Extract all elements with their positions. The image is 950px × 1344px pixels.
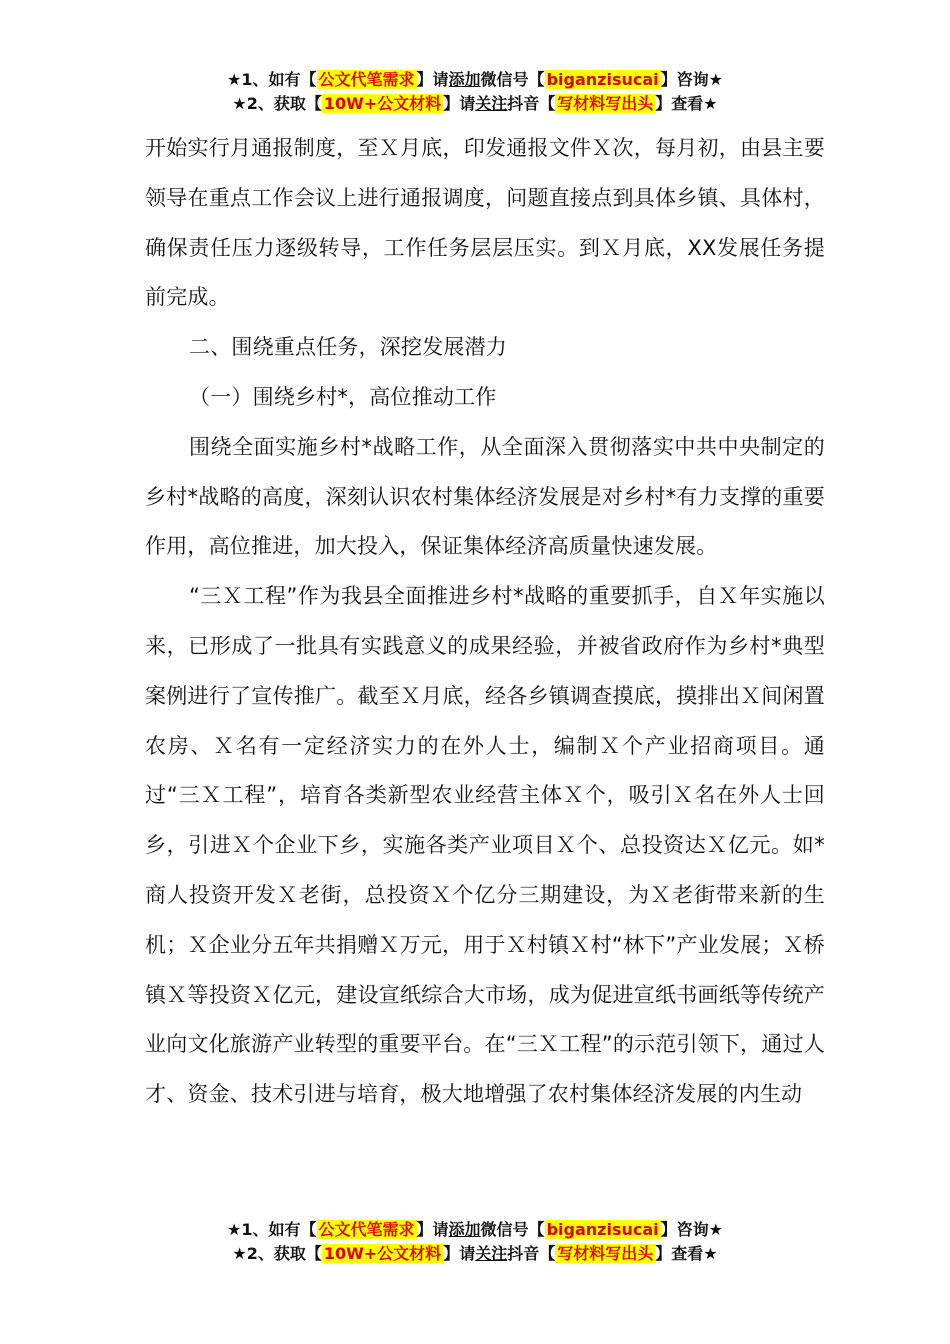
banner-underline: 关注 — [475, 94, 508, 113]
banner-highlight: biganzisucai — [546, 1220, 659, 1239]
subsection-heading: （一）围绕乡村*，高位推动工作 — [189, 384, 497, 409]
banner-text: 】查看★ — [655, 1244, 718, 1263]
banner-underline: 添加 — [448, 70, 481, 89]
banner-line-1 — [0, 1218, 950, 1242]
banner-highlight: 公文代笔需求 — [318, 70, 415, 89]
banner-highlight: 写材料写出头 — [557, 94, 654, 113]
banner-line-2 — [0, 92, 950, 116]
banner-text: ★1、如有【 — [227, 70, 317, 89]
banner-text: 】咨询★ — [660, 1220, 723, 1239]
banner-text: 】请 — [416, 1220, 449, 1239]
banner-text: 】请 — [443, 94, 476, 113]
banner-text: 微信号【 — [480, 1220, 545, 1239]
document-body — [145, 124, 825, 1120]
banner-text: 】请 — [416, 70, 449, 89]
banner-line-2 — [0, 1242, 950, 1266]
paragraph-2: 围绕全面实施乡村*战略工作，从全面深入贯彻落实中共中央制定的乡村*战略的高度，深刻认识农村集体经济发展是对乡村*有力支撑的重要作用，高位推进，加大投入，保证集体经济高质量快速发展。 — [145, 434, 825, 559]
banner-underline: 添加 — [448, 1220, 481, 1239]
banner-text: 抖音【 — [507, 94, 556, 113]
banner-text: 】查看★ — [655, 94, 718, 113]
banner-text: ★2、获取【 — [232, 1244, 322, 1263]
banner-text: 】咨询★ — [660, 70, 723, 89]
banner-highlight: 写材料写出头 — [557, 1244, 654, 1263]
banner-underline: 关注 — [475, 1244, 508, 1263]
header-banner — [0, 68, 950, 116]
banner-highlight: 公文代笔需求 — [318, 1220, 415, 1239]
banner-highlight: 10W+公文材料 — [323, 1244, 442, 1263]
paragraph-3: “三Ｘ工程”作为我县全面推进乡村*战略的重要抓手，自Ｘ年实施以来，已形成了一批具有实践意义的成果经验，并被省政府作为乡村*典型案例进行了宣传推广。截至Ｘ月底，经各乡镇调查摸底，摸排出Ｘ间闲置农房、Ｘ名有一定经济实力的在外人士，编制Ｘ个产业招商项目。通过“三Ｘ工程”，培育各类新型农业经营主体Ｘ个，吸引Ｘ名在外人士回乡，引进Ｘ个企业下乡，实施各类产业项目Ｘ个、总投资达Ｘ亿元。如*商人投资开发Ｘ老街，总投资Ｘ个亿分三期建设，为Ｘ老街带来新的生机；Ｘ企业分五年共捐赠Ｘ万元，用于Ｘ村镇Ｘ村“林下”产业发展；Ｘ桥镇Ｘ等投资Ｘ亿元，建设宣纸综合大市场，成为促进宣纸书画纸等传统产业向文化旅游产业转型的重要平台。在“三Ｘ工程”的示范引领下，通过人才、资金、技术引进与培育，极大地增强了农村集体经济发展的内生动 — [145, 584, 825, 1107]
banner-highlight: biganzisucai — [546, 70, 659, 89]
banner-line-1 — [0, 68, 950, 92]
banner-text: 抖音【 — [507, 1244, 556, 1263]
banner-text: 微信号【 — [480, 70, 545, 89]
banner-text: ★2、获取【 — [232, 94, 322, 113]
footer-banner — [0, 1218, 950, 1266]
banner-highlight: 10W+公文材料 — [323, 94, 442, 113]
banner-text: ★1、如有【 — [227, 1220, 317, 1239]
section-heading: 二、围绕重点任务，深挖发展潜力 — [189, 335, 507, 360]
banner-text: 】请 — [443, 1244, 476, 1263]
paragraph-1: 开始实行月通报制度，至Ｘ月底，印发通报文件Ｘ次，每月初，由县主要领导在重点工作会议上进行通报调度，问题直接点到具体乡镇、具体村，确保责任压力逐级转导，工作任务层层压实。到Ｘ月底，XX发展任务提前完成。 — [145, 136, 825, 310]
